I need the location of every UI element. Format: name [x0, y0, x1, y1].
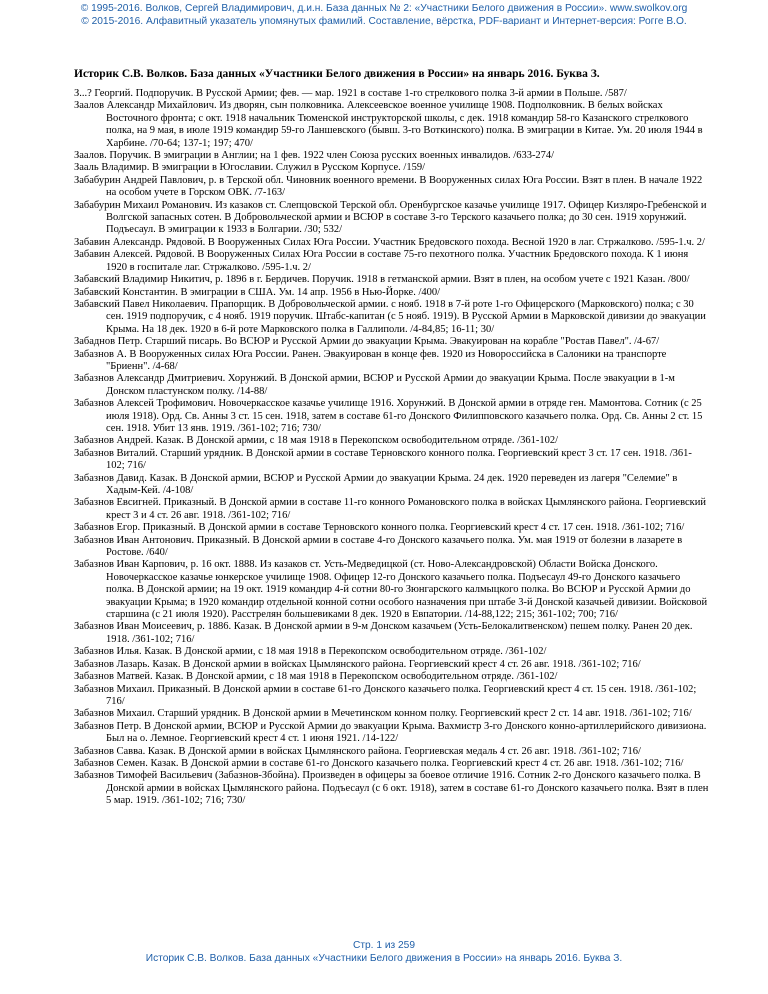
list-item: Забазнов Алексей Трофимович. Новочеркасское казачье училище 1916. Хорунжий. В Донской армии в отряде ген. Мамонтова. Сотник (с 25 июля 1918). Орд. Св. Анны 3 ст. 15 сен. 1918, затем в составе 61-го Донского Филипповского казачьего полка. Орд. Св. Анны 2 ст. 15 сен. 1918. Убит 13 янв. 1919. /361-102; 716; 730/ — [74, 398, 703, 434]
list-item: Забазнов Александр Дмитриевич. Хорунжий. В Донской армии, ВСЮР и Русской Армии до эвакуации Крыма. После эвакуации в 1-м Донском пластунском полку. /14-88/ — [74, 373, 675, 397]
entry-list — [74, 88, 710, 808]
list-item: Забазнов Михаил. Старший урядник. В Донской армии в Мечетинском конном полку. Георгиевский крест 2 ст. 14 авг. 1918. /361-102; 716/ — [74, 708, 692, 720]
list-item: Забабурин Андрей Павлович, р. в Терской обл. Чиновник военного времени. В Вооруженных силах Юга России. Взят в плен. В начале 1922 на особом учете в Горском ОВК. /7-163/ — [74, 174, 703, 199]
list-item: Забазнов Савва. Казак. В Донской армии в войсках Цымлянского района. Георгиевская медаль 4 ст. 26 авг. 1918. /361-102; 716/ — [74, 745, 641, 757]
list-item: Зааль Владимир. В эмиграции в Югославии. Служил в Русском Корпусе. /159/ — [74, 162, 426, 174]
list-item: Забавский Павел Николаевич. Прапорщик. В Добровольческой армии. с нояб. 1918 в 7-й роте 1-го Офицерского (Марковского) полка; с 30 сен. 1919 подпоручик, с 4 нояб. 1919 поручик. Штабс-капитан (с 5 нояб. 1919). В Русской Армии в Марковской дивизии до эвакуации Крыма. На 18 дек. 1920 в 6-й роте Марковского полка в Галлиполи. /4-84,85; 16-11; 30/ — [74, 298, 706, 335]
page-number: Стр. 1 из 259 — [352, 940, 416, 951]
list-item: Забазнов Илья. Казак. В Донской армии, с 18 мая 1918 в Перекопском освободительном отряде. /361-102/ — [74, 646, 547, 658]
list-item: Забазнов Тимофей Васильевич (Забазнов-Збойна). Произведен в офицеры за боевое отличие 1916. Сотник 2-го Донского казачьего полка. В Донской армии в войсках Цымлянского района. Подъесаул (с 6 окт. 1918), затем в составе 61-го Донского казачьего полка. Взят в плен 5 мар. 1919. /361-102; 716; 730/ — [74, 770, 709, 807]
header-copyright-line-1: © 1995-2016. Волков, Сергей Владимирович, д.и.н. База данных № 2: «Участники Белого движения в России». www.swolkov.org — [80, 3, 688, 14]
list-item: Забазнов Матвей. Казак. В Донской армии, с 18 мая 1918 в Перекопском освободительном отряде. /361-102/ — [74, 671, 558, 683]
header-copyright-line-2: © 2015-2016. Алфавитный указатель упомянутых фамилий. Составление, вёрстка, PDF-вариант и Интернет-версия: Рогге В.О. — [81, 15, 687, 27]
list-item: Забазнов Виталий. Старший урядник. В Донской армии в составе Терновского конного полка. Георгиевский крест 3 ст. 17 сен. 1918. /361-102; 716/ — [74, 447, 692, 472]
list-item: Забазнов Андрей. Казак. В Донской армии, с 18 мая 1918 в Перекопском освободительном отряде. /361-102/ — [74, 435, 559, 447]
list-item: З...? Георгий. Подпоручик. В Русской Армии; фев. — мар. 1921 в составе 1-го стрелкового полка 3-й армии в Польше. /587/ — [74, 88, 627, 99]
list-item: Забавский Владимир Никитич, р. 1896 в г. Бердичев. Поручик. 1918 в гетманской армии. Взят в плен, на особом учете с 1921 Казан. /800/ — [74, 274, 690, 286]
list-item: Забазнов Петр. В Донской армии, ВСЮР и Русской Армии до эвакуации Крыма. Вахмистр 3-го Донского конно-артиллерийского дивизиона. Был на о. Лемное. Георгиевский крест 4 ст. 1 июня 1921. /14-122/ — [74, 720, 707, 745]
list-item: Забавин Алексей. Рядовой. В Вооруженных Силах Юга России в составе 75-го пехотного полка. Участник Бредовского похода. К 1 июня 1920 в госпитале лаг. Стржалково. /595-1.ч. 2/ — [74, 249, 689, 273]
list-item: Забазнов А. В Вооруженных силах Юга России. Ранен. Эвакуирован в конце фев. 1920 из Новороссийска в Салоники на транспорте "Бриенн". /4-68/ — [74, 348, 667, 372]
list-item: Забазнов Иван Моисеевич, р. 1886. Казак. В Донской армии в 9-м Донском казачьем (Усть-Белокалитвенском) пешем полку. Ранен 20 дек. 1918. /361-102; 716/ — [74, 621, 693, 645]
list-item: Заалов Александр Михайлович. Из дворян, сын полковника. Алексеевское военное училище 1908. Подполковник. В белых войсках Восточного фронта; с окт. 1918 начальник Тюменской инструкторской школы, с дек. 1918 командир 58-го Казанского стрелкового полка, на 9 мая, в июле 1919 командир 59-го Ланшевского (бывш. 3-го Воткинского) полка. В эмиграции в Китае. Ум. 20 июля 1944 в Харбине. /70-64; 137-1; 197; 470/ — [74, 100, 703, 149]
list-item: Забазнов Семен. Казак. В Донской армии в составе 61-го Донского казачьего полка. Георгиевский крест 4 ст. 26 авг. 1918. /361-102; 716/ — [74, 757, 684, 769]
document-title: Историк С.В. Волков. База данных «Участники Белого движения в России» на январь 2016. Буква З. — [74, 68, 600, 80]
list-item: Забазнов Давид. Казак. В Донской армии, ВСЮР и Русской Армии до эвакуации Крыма. 24 дек. 1920 переведен из лагеря "Селемие" в Хадым-Кей. /4-108/ — [74, 472, 678, 496]
list-item: Забазнов Михаил. Приказный. В Донской армии в составе 61-го Донского казачьего полка. Георгиевский крест 4 ст. 15 сен. 1918. /361-102; 716/ — [74, 683, 697, 707]
list-item: Забабурин Михаил Романович. Из казаков ст. Слепцовской Терской обл. Оренбургское казачье училище 1917. Офицер Кизляро-Гребенской и Волгской запасных сотен. В Добровольческой армии и ВСЮР в составе 3-го Терского казачьего полка; до 30 сен. 1919 хорунжий. Подъесаул. В эмиграции к 1933 в Болгарии. /30; 532/ — [74, 199, 707, 236]
list-item: Забазнов Лазарь. Казак. В Донской армии в войсках Цымлянского района. Георгиевский крест 4 ст. 26 авг. 1918. /361-102; 716/ — [74, 658, 641, 670]
footer-title: Историк С.В. Волков. База данных «Участники Белого движения в России» на январь 2016. Буква З. — [145, 952, 623, 964]
list-item: Забазнов Иван Карпович, р. 16 окт. 1888. Из казаков ст. Усть-Медведицкой (ст. Ново-Александровской) Области Войска Донского. Новочеркасское казачье юнкерское училище 1908. Офицер 12-го Донского казачьего полка. Подъесаул 49-го Донского казачьего полка. В Донской армии; на 19 окт. 1919 командир 4-й сотни 80-го Зюнгарского калмыцкого полка. Во ВСЮР и Русской Армии до эвакуации Крыма; в 1920 командир отдельной конной сотни особого назначения при штабе 3-й Донской казачьей дивизии. Войсковой старшина (с 21 июля 1920). Расстрелян большевиками 8 дек. 1920 в Евпатории. /14-88,122; 215; 361-102; 700; 716/ — [74, 559, 708, 621]
list-item: Забавский Константин. В эмиграции в США. Ум. 14 апр. 1956 в Нью-Йорке. /400/ — [74, 286, 441, 298]
list-item: Забавин Александр. Рядовой. В Вооруженных Силах Юга России. Участник Бредовского похода. Весной 1920 в лаг. Стржалково. /595-1.ч. 2/ — [74, 236, 705, 248]
list-item: Забазнов Егор. Приказный. В Донской армии в составе Терновского конного полка. Георгиевский крест 4 ст. 17 сен. 1918. /361-102; 716/ — [74, 522, 685, 534]
list-item: Забазнов Евсигней. Приказный. В Донской армии в составе 11-го конного Романовского полка в войсках Цымлянского района. Георгиевский крест 3 и 4 ст. 26 авг. 1918. /361-102; 716/ — [74, 497, 706, 521]
page-footer — [0, 940, 768, 965]
list-item: Забаднов Петр. Старший писарь. Во ВСЮР и Русской Армии до эвакуации Крыма. Эвакуирован на корабле "Ростав Павел". /4-67/ — [74, 336, 660, 348]
list-item: Заалов. Поручик. В эмиграции в Англии; на 1 фев. 1922 член Союза русских военных инвалидов. /633-274/ — [74, 150, 555, 162]
list-item: Забазнов Иван Антонович. Приказный. В Донской армии в составе 4-го Донского казачьего полка. Ум. мая 1919 от болезни в лазарете в Ростове. /640/ — [74, 534, 683, 559]
page-header — [0, 3, 768, 28]
